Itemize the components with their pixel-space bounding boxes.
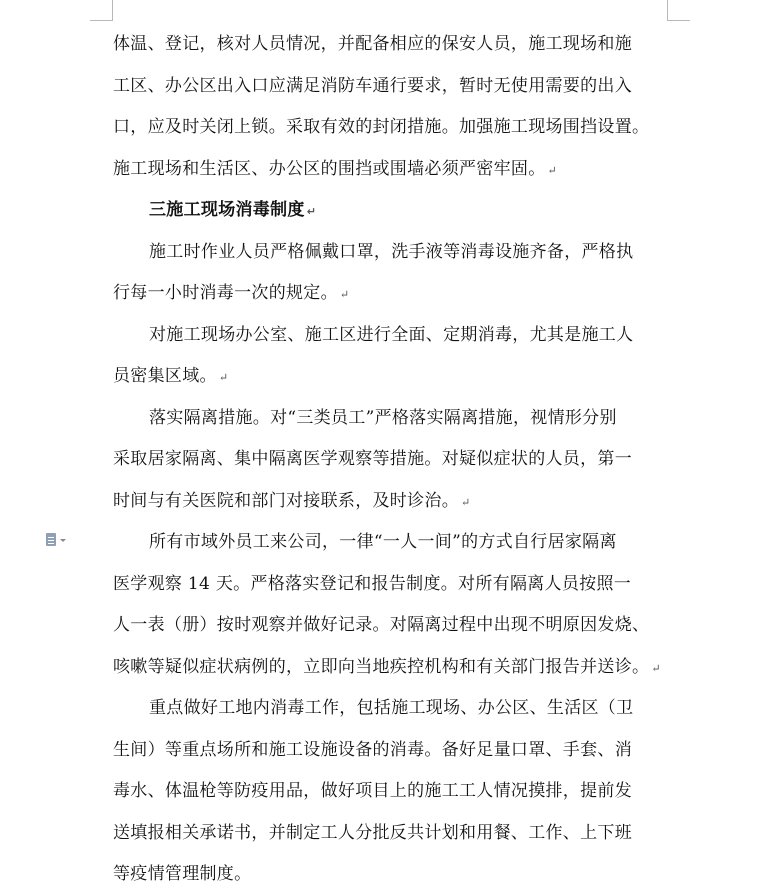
section-heading: 三施工现场消毒制度 ↵ bbox=[149, 200, 317, 220]
page-corner-mark-left bbox=[90, 0, 113, 21]
text-line: 采取居家隔离、集中隔离医学观察等措施。对疑似症状的人员，第一 bbox=[113, 449, 632, 469]
text-line: 施工现场和生活区、办公区的围挡或围墙必须严密牢固。 ↵ bbox=[113, 158, 558, 179]
text-line: 行每一小时消毒一次的规定。 ↵ bbox=[113, 283, 350, 303]
paragraph-mark: ↵ bbox=[651, 661, 661, 675]
text-line: 口，应及时关闭上锁。采取有效的封闭措施。加强施工现场围挡设置。 bbox=[113, 117, 650, 137]
text-line: 等疫情管理制度。 bbox=[113, 864, 252, 884]
text-line: 落实隔离措施。对“三类员工”严格落实隔离措施，视情形分别 bbox=[149, 407, 617, 428]
text-line: 毒水、体温枪等防疫用品，做好项目上的施工工人情况摸排，提前发 bbox=[113, 781, 632, 801]
document-body bbox=[113, 24, 669, 896]
paragraph-layout-icon[interactable] bbox=[46, 533, 70, 547]
text-line: 生间）等重点场所和施工设施设备的消毒。备好足量口罩、手套、消 bbox=[113, 739, 632, 760]
paragraph-mark: ↵ bbox=[547, 163, 558, 177]
text-line: 咳嗽等疑似症状病例的，立即向当地疾控机构和有关部门报告并送诊。 ↵ bbox=[113, 656, 661, 677]
text-line: 工区、办公区出入口应满足消防车通行要求，暂时无使用需要的出入 bbox=[113, 75, 632, 96]
paragraph-mark: ↵ bbox=[306, 205, 317, 218]
text-line: 施工时作业人员严格佩戴口罩，洗手液等消毒设施齐备，严格执 bbox=[149, 241, 634, 262]
text-line: 医学观察 14 天。严格落实登记和报告制度。对所有隔离人员按照一 bbox=[113, 573, 632, 594]
text-line: 时间与有关医院和部门对接联系，及时诊治。 ↵ bbox=[113, 490, 471, 511]
paragraph-mark: ↵ bbox=[339, 288, 350, 301]
text-line: 重点做好工地内消毒工作，包括施工现场、办公区、生活区（卫 bbox=[149, 698, 634, 718]
text-line: 人一表（册）按时观察并做好记录。对隔离过程中出现不明原因发烧、 bbox=[113, 615, 650, 635]
text-line: 体温、登记，核对人员情况，并配备相应的保安人员，施工现场和施 bbox=[113, 34, 632, 54]
text-line: 所有市域外员工来公司，一律“一人一间”的方式自行居家隔离 bbox=[149, 532, 617, 552]
chevron-down-icon bbox=[60, 539, 66, 542]
text-line: 对施工现场办公室、施工区进行全面、定期消毒，尤其是施工人 bbox=[149, 324, 634, 345]
text-line: 送填报相关承诺书，并制定工人分批反共计划和用餐、工作、上下班 bbox=[113, 822, 632, 843]
paragraph-mark: ↵ bbox=[218, 371, 229, 384]
page-corner-mark-right bbox=[667, 0, 690, 21]
text-line: 员密集区域。 ↵ bbox=[113, 366, 229, 386]
paragraph-mark: ↵ bbox=[461, 495, 471, 509]
document-icon bbox=[46, 533, 56, 546]
